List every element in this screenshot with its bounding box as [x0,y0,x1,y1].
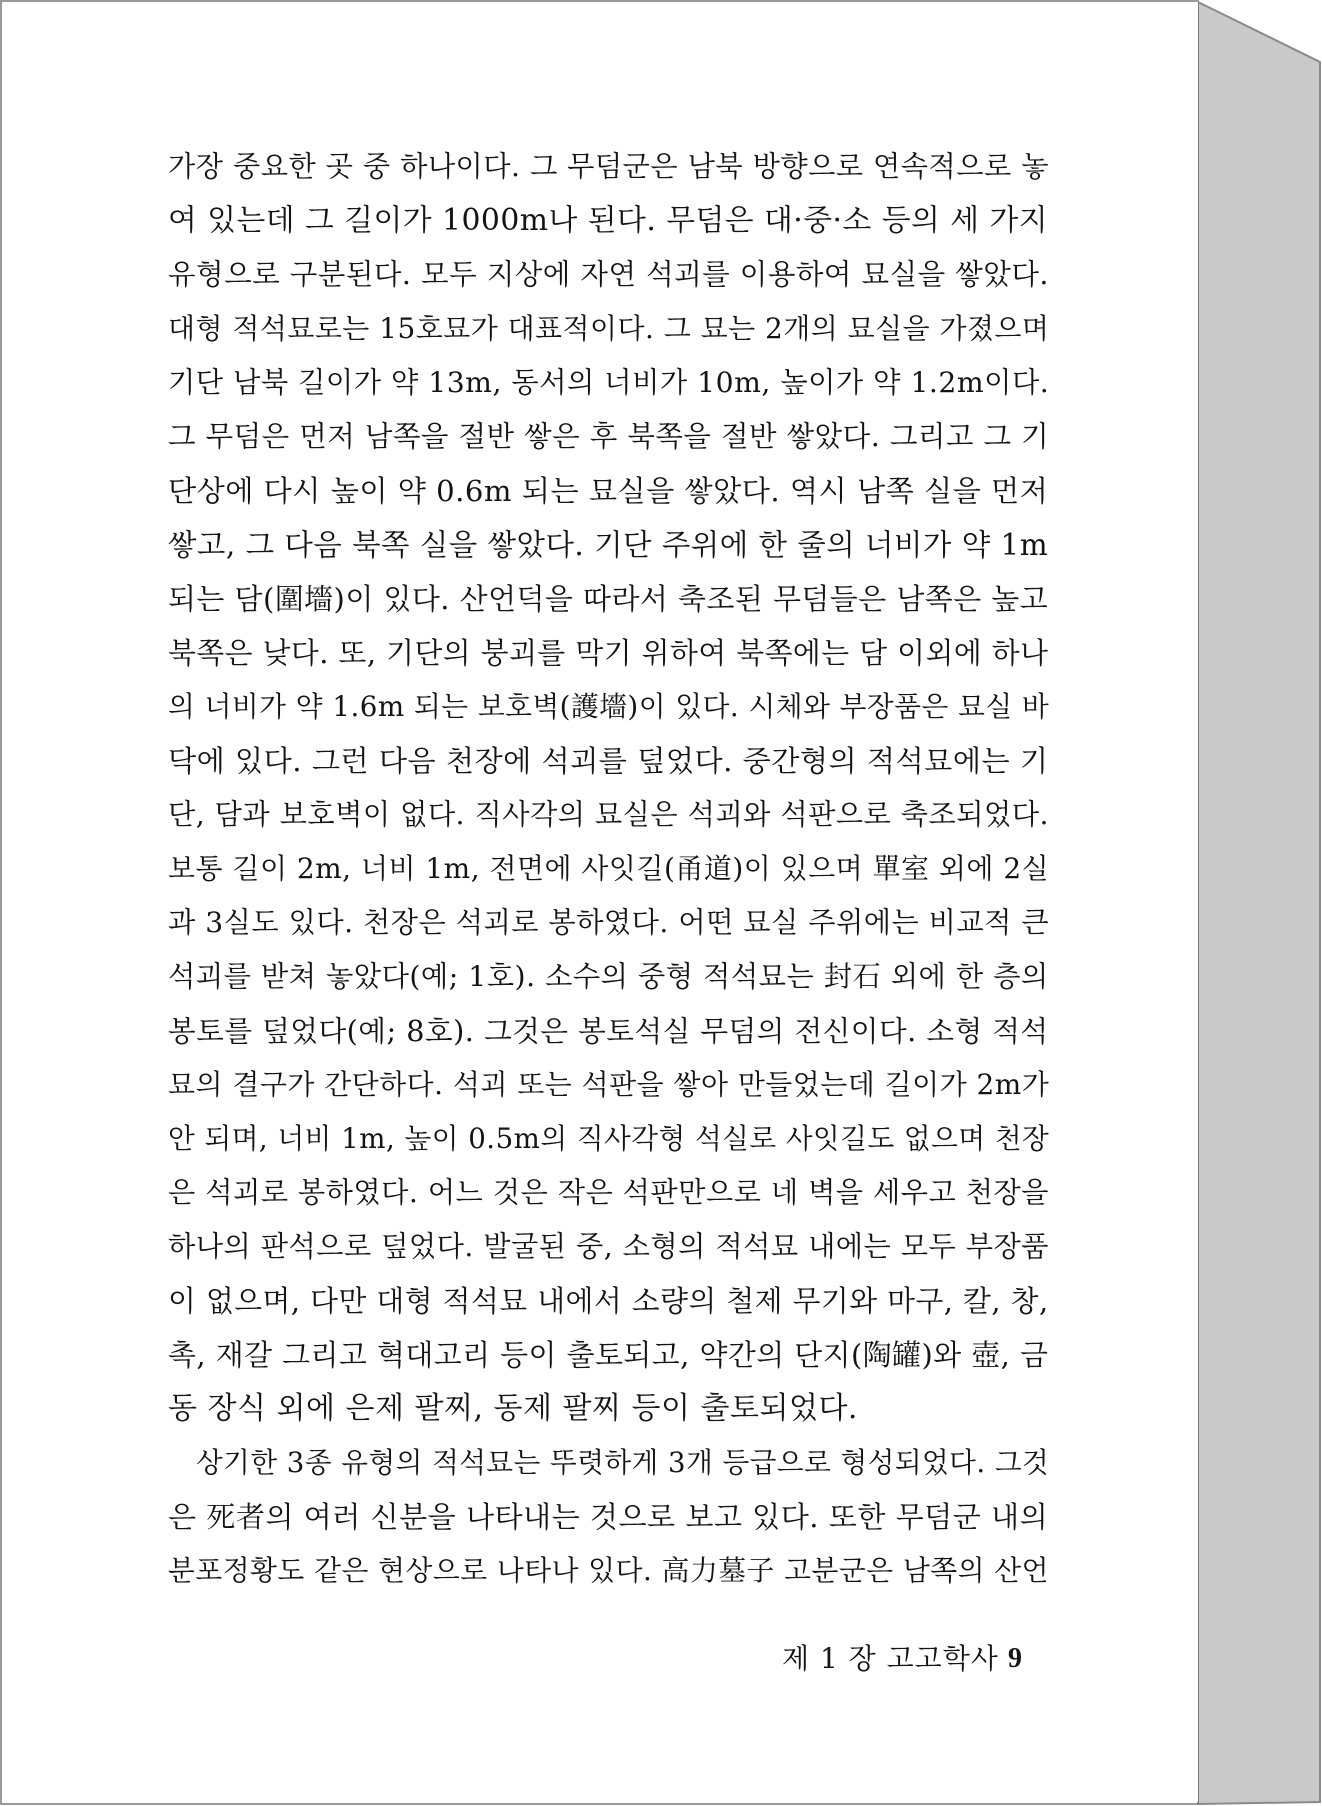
text-line-20: 은 석괴로 봉하였다. 어느 것은 작은 석판만으로 네 벽을 세우고 천장을 [168,1176,1049,1209]
text-line-2: 여 있는데 그 길이가 1000m나 된다. 무덤은 대·중·소 등의 세 가지 [168,203,1049,238]
body-text [168,140,1048,1598]
text-line-22: 이 없으며, 다만 대형 적석묘 내에서 소량의 철제 무기와 마구, 칼, 창, [168,1284,1049,1318]
text-line-19: 안 되며, 너비 1m, 높이 0.5m의 직사각형 석실로 사잇길도 없으며 천장 [168,1122,1050,1155]
text-line-25: 상기한 3종 유형의 적석묘는 뚜렷하게 3개 등급으로 형성되었다. 그것 [196,1446,1050,1479]
text-line-7: 단상에 다시 높이 약 0.6m 되는 묘실을 쌓았다. 역시 남쪽 실을 먼저 [168,474,1049,508]
text-line-6: 그 무덤은 먼저 남쪽을 절반 쌓은 후 북쪽을 절반 쌓았다. 그리고 그 기 [168,420,1050,453]
text-line-18: 묘의 결구가 간단하다. 석괴 또는 석판을 쌓아 만들었는데 길이가 2m가 [168,1068,1050,1101]
text-line-1: 가장 중요한 곳 중 하나이다. 그 무덤군은 남북 방향으로 연속적으로 놓 [168,150,1049,183]
text-line-24: 동 장식 외에 은제 팔찌, 동제 팔찌 등이 출토되었다. [168,1391,858,1426]
text-line-8: 쌓고, 그 다음 북쪽 실을 쌓았다. 기단 주위에 한 줄의 너비가 약 1m [168,528,1049,562]
text-line-15: 과 3실도 있다. 천장은 석괴로 봉하였다. 어떤 묘실 주위에는 비교적 큰 [168,906,1050,939]
text-line-27: 분포정황도 같은 현상으로 나타나 있다. 高力墓子 고분군은 남쪽의 산언 [168,1554,1050,1587]
text-line-10: 북쪽은 낮다. 또, 기단의 붕괴를 막기 위하여 북쪽에는 담 이외에 하나 [168,636,1049,670]
text-line-17: 봉토를 덮었다(예; 8호). 그것은 봉토석실 무덤의 전신이다. 소형 적석 [168,1014,1049,1048]
text-line-13: 단, 담과 보호벽이 없다. 직사각의 묘실은 석괴와 석판으로 축조되었다. [168,798,1049,831]
text-line-23: 촉, 재갈 그리고 혁대고리 등이 출토되고, 약간의 단지(陶罐)와 壺, 금 [168,1338,1049,1372]
page-number: 9 [1008,1643,1022,1674]
chapter-heading: 제 1 장 고고학사 [782,1642,999,1675]
page-footer [782,1639,1022,1679]
text-line-14: 보통 길이 2m, 너비 1m, 전면에 사잇길(甬道)이 있으며 單室 외에 2실 [168,852,1050,885]
text-line-11: 의 너비가 약 1.6m 되는 보호벽(護墻)이 있다. 시체와 부장품은 묘실 바 [168,690,1050,723]
text-line-12: 닥에 있다. 그런 다음 천장에 석괴를 덮었다. 중간형의 적석묘에는 기 [168,744,1049,778]
book-side-panel [1198,2,1320,1804]
text-line-5: 기단 남북 길이가 약 13m, 동서의 너비가 10m, 높이가 약 1.2m이다. [168,366,1050,399]
text-line-4: 대형 적석묘로는 15호묘가 대표적이다. 그 묘는 2개의 묘실을 가졌으며 [168,312,1050,345]
text-line-26: 은 死者의 여러 신분을 나타내는 것으로 보고 있다. 또한 무덤군 내의 [168,1500,1049,1534]
text-line-3: 유형으로 구분된다. 모두 지상에 자연 석괴를 이용하여 묘실을 쌓았다. [168,258,1049,291]
text-line-9: 되는 담(圍墻)이 있다. 산언덕을 따라서 축조된 무덤들은 남쪽은 높고 [168,582,1049,616]
text-line-21: 하나의 판석으로 덮었다. 발굴된 중, 소형의 적석묘 내에는 모두 부장품 [168,1230,1049,1263]
book-page [2,2,1198,1802]
text-line-16: 석괴를 받쳐 놓았다(예; 1호). 소수의 중형 적석묘는 封石 외에 한 층의 [168,960,1049,993]
